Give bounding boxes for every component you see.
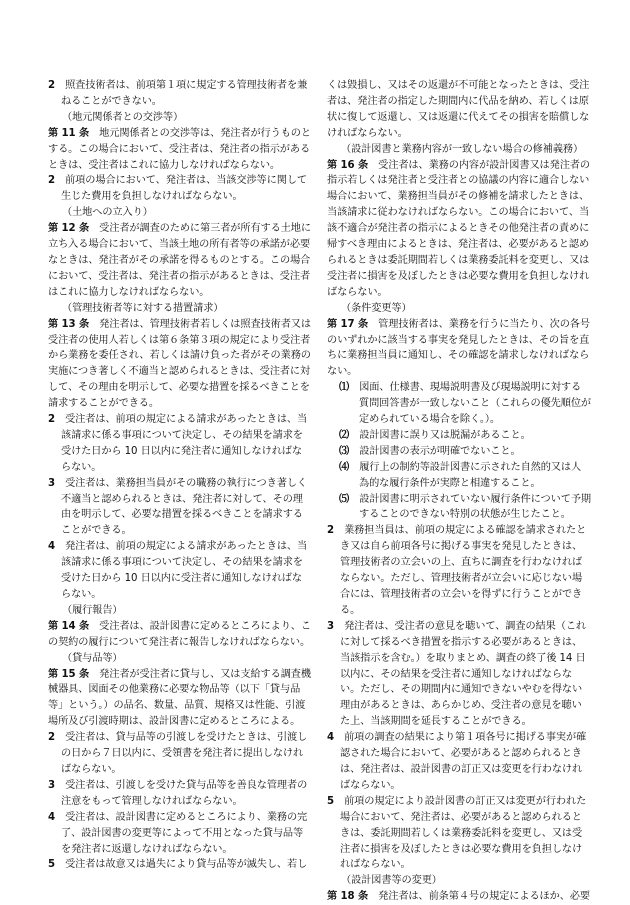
paragraph-text: （管理技術者等に対する措置請求） [62,302,224,314]
paragraph-text: 受注者は、前項の規定による請求があったときは、当該請求に係る事項について決定し、その結果を請求を受けた日から 10 日以内に発注者に通知しなければならない。 [61,414,308,473]
paragraph-text: 受注者は、業務の内容が設計図書又は発注者の指示若しくは発注者と受注者との協議の内容に適合しない場合において、業務担当員がその修補を請求したときは、当該請求に従わなければならない。この場合において、当該不適合が発注者の指示によるときその他発注者の責めに帰すべき理由によるときは、発注者は、必要があると認められるときは委託期間若しくは業務委託料を変更し、又は受注者に損害を及ぼしたときは必要な費用を負担しなければならない。 [327,159,590,298]
article-number: 第 15 条 [48,668,90,680]
left-text-column [48,78,312,873]
paragraph-text: 受注者は、設計図書に定めるところにより、この契約の履行について発注者に報告しなければならない。 [48,620,311,648]
paragraph [48,810,312,858]
paragraph-text: 履行上の制約等設計図書に示された自然的又は人為的な履行条件が実際と相違すること。 [359,461,582,489]
paragraph-text: 地元関係者との交渉等は、発注者が行うものとする。この場合において、受注者は、発注者の指示があるときは、受注者はこれに協力しなければならない。 [48,127,311,171]
article-caption [48,205,312,221]
list-item [327,380,591,428]
paragraph-number: 5 [48,859,55,871]
paragraph [48,78,312,110]
article-paragraph [48,317,312,412]
paragraph-text: 受注者は、業務担当員がその職務の執行につき著しく不適当と認められるときは、発注者に対して、その理由を明示して、必要な措置を採るべきことを請求することができる。 [61,477,307,537]
article-number: 第 11 条 [48,127,90,139]
article-paragraph [48,667,312,731]
paragraph-text: （地元関係者との交渉等） [62,111,184,123]
paragraph-text: （履行報告） [62,604,123,616]
paragraph-number: 2 [48,80,55,91]
paragraph-text: 前項の調査の結果により第１項各号に掲げる事実が確認された場合において、必要があると認められるときは、発注者は、設計図書の訂正又は変更を行わなければならない。 [340,732,587,791]
article-number: 第 17 条 [327,318,369,330]
list-item [327,428,591,444]
paragraph-number: 2 [48,175,55,187]
paragraph [327,730,591,794]
article-caption [327,873,591,889]
paragraph-text: （設計図書と業務内容が一致しない場合の修補義務） [341,143,584,155]
list-item [327,492,591,524]
paragraph-text: 受注者が調査のために第三者が所有する土地に立ち入る場合において、当該土地の所有者等の承諾が必要なときは、発注者がその承諾を得るものとする。この場合において、受注者は、発注者の指示があるときは、受注者はこれに協力しなければならない。 [48,223,311,298]
paragraph-number: 2 [48,414,55,426]
article-caption [48,651,312,667]
right-text-column [327,78,591,905]
article-number: 第 14 条 [48,620,90,632]
paragraph-text: 設計図書に誤り又は脱漏があること。 [359,429,531,441]
article-paragraph [327,158,591,301]
paragraph-text: 業務担当員は、前項の規定による確認を請求されたとき又は自ら前項各号に掲げる事実を発見したときは、管理技術者の立会いの上、直ちに調査を行わなければならない。ただし、管理技術者が立会いに応じない場合には、管理技術者の立会いを得ずに行うことができる。 [340,525,587,616]
article-paragraph [48,221,312,301]
paragraph-number: ⑸ [339,493,350,505]
paragraph-number: 5 [327,795,334,807]
paragraph [327,523,591,618]
article-number: 第 13 条 [48,318,90,330]
paragraph-text: 発注者は、管理技術者若しくは照査技術者又は受注者の使用人若しくは第６条第３項の規定により受注者から業務を委任され、若しくは請け負った者がその業務の実施につき著しく不適当と認められるときは、受注者に対して、その理由を明示して、必要な措置を採るべきことを請求することができる。 [48,318,311,410]
paragraph-number: 2 [48,732,55,744]
paragraph-number: ⑵ [339,429,350,441]
article-caption [48,110,312,126]
paragraph-text: くは毀損し、又はその返還が不可能となったときは、受注者は、発注者の指定した期間内に代品を納め、若しくは原状に復して返還し、又は返還に代えてその損害を賠償しなければならない。 [327,80,590,139]
paragraph-text: 受注者は、引渡しを受けた貸与品等を善良な管理者の注意をもって管理しなければならない。 [61,779,308,807]
article-caption [48,603,312,619]
paragraph-text: 受注者は、設計図書に定めるところにより、業務の完了、設計図書の変更等によって不用となった貸与品等を発注者に返還しなければならない。 [61,811,308,855]
paragraph-number: ⑷ [339,461,350,473]
paragraph-number: ⑴ [339,382,350,394]
paragraph-text: 管理技術者は、業務を行うに当たり、次の各号のいずれかに該当する事実を発見したときは、その旨を直ちに業務担当員に通知し、その確認を請求しなければならない。 [327,318,590,378]
paragraph-text: （設計図書等の変更） [341,875,442,887]
paragraph [327,78,591,142]
paragraph [48,476,312,540]
paragraph-number: 3 [327,620,334,632]
paragraph [48,730,312,778]
article-caption [48,301,312,317]
paragraph [327,794,591,874]
paragraph-text: 前項の規定により設計図書の訂正又は変更が行われた場合において、発注者は、必要があると認められるときは、委託期間若しくは業務委託料を変更し、又は受注者に損害を及ぼしたときは必要な費用を負担しなければならない。 [340,795,587,871]
paragraph-text: 前項の場合において、発注者は、当該交渉等に関して生じた費用を負担しなければならない。 [61,175,307,203]
paragraph-text: 受注者は故意又は過失により貸与品等が滅失し、若し [65,859,308,871]
paragraph-text: 受注者は、貸与品等の引渡しを受けたときは、引渡しの日から７日以内に、受領書を発注者に提出しなければならない。 [61,732,308,775]
paragraph-text: 発注者は、受注者の意見を聴いて、調査の結果（これに対して採るべき措置を指示する必要があるときは、当該指示を含む。）を取りまとめ、調査の終了後 14 日以内に、その結果を受注者に通知しなければならない。ただし、その期間内に通知できないやむを得ない理由があるときは、あらかじめ、受注者の意見を聴いた上、当該期間を延長することができる。 [340,620,586,728]
paragraph-text: 設計図書の表示が明確でないこと。 [359,445,521,457]
paragraph [48,539,312,603]
paragraph [48,778,312,810]
article-caption [327,301,591,317]
paragraph-number: 4 [327,732,334,744]
article-paragraph [48,619,312,651]
paragraph-text: 発注者が受注者に貸与し、又は支給する調査機械器具、図面その他業務に必要な物品等（以下「貸与品等」という。）の品名、数量、品質、規格又は性能、引渡場所及び引渡時期は、設計図書に定めるところによる。 [48,668,311,728]
paragraph-number: ⑶ [339,445,350,457]
paragraph-text: （土地への立入り） [62,207,153,219]
paragraph-text: 図面、仕様書、現場説明書及び現場説明に対する質問回答書が一致しないこと（これらの優先順位が定められている場合を除く。）。 [359,382,592,426]
paragraph-number: 2 [327,525,334,537]
article-number: 第 12 条 [48,223,90,235]
list-item [327,460,591,492]
paragraph-text: （条件変更等） [341,302,412,314]
paragraph [327,619,591,730]
paragraph [48,173,312,205]
paragraph-text: 照査技術者は、前項第１項に規定する管理技術者を兼ねることができない。 [61,80,308,107]
paragraph-number: 3 [48,779,55,791]
paragraph-text: 設計図書に明示されていない履行条件について予期することのできない特別の状態が生じたこと。 [359,493,591,521]
paragraph-number: 4 [48,541,55,553]
paragraph [48,857,312,873]
paragraph [48,412,312,476]
article-paragraph [327,317,591,381]
article-number: 第 16 条 [327,159,369,171]
paragraph-text: （貸与品等） [62,652,123,664]
article-caption [327,142,591,158]
paragraph-text: 発注者は、前条第４号の規定によるほか、必要 [378,891,590,903]
article-number: 第 18 条 [327,891,369,903]
paragraph-number: 3 [48,477,55,489]
article-paragraph [48,126,312,174]
paragraph-text: 発注者は、前項の規定による請求があったときは、当該請求に係る事項について決定し、その結果を請求を受けた日から 10 日以内に受注者に通知しなければならない。 [61,541,308,600]
paragraph-number: 4 [48,811,55,823]
list-item [327,444,591,460]
